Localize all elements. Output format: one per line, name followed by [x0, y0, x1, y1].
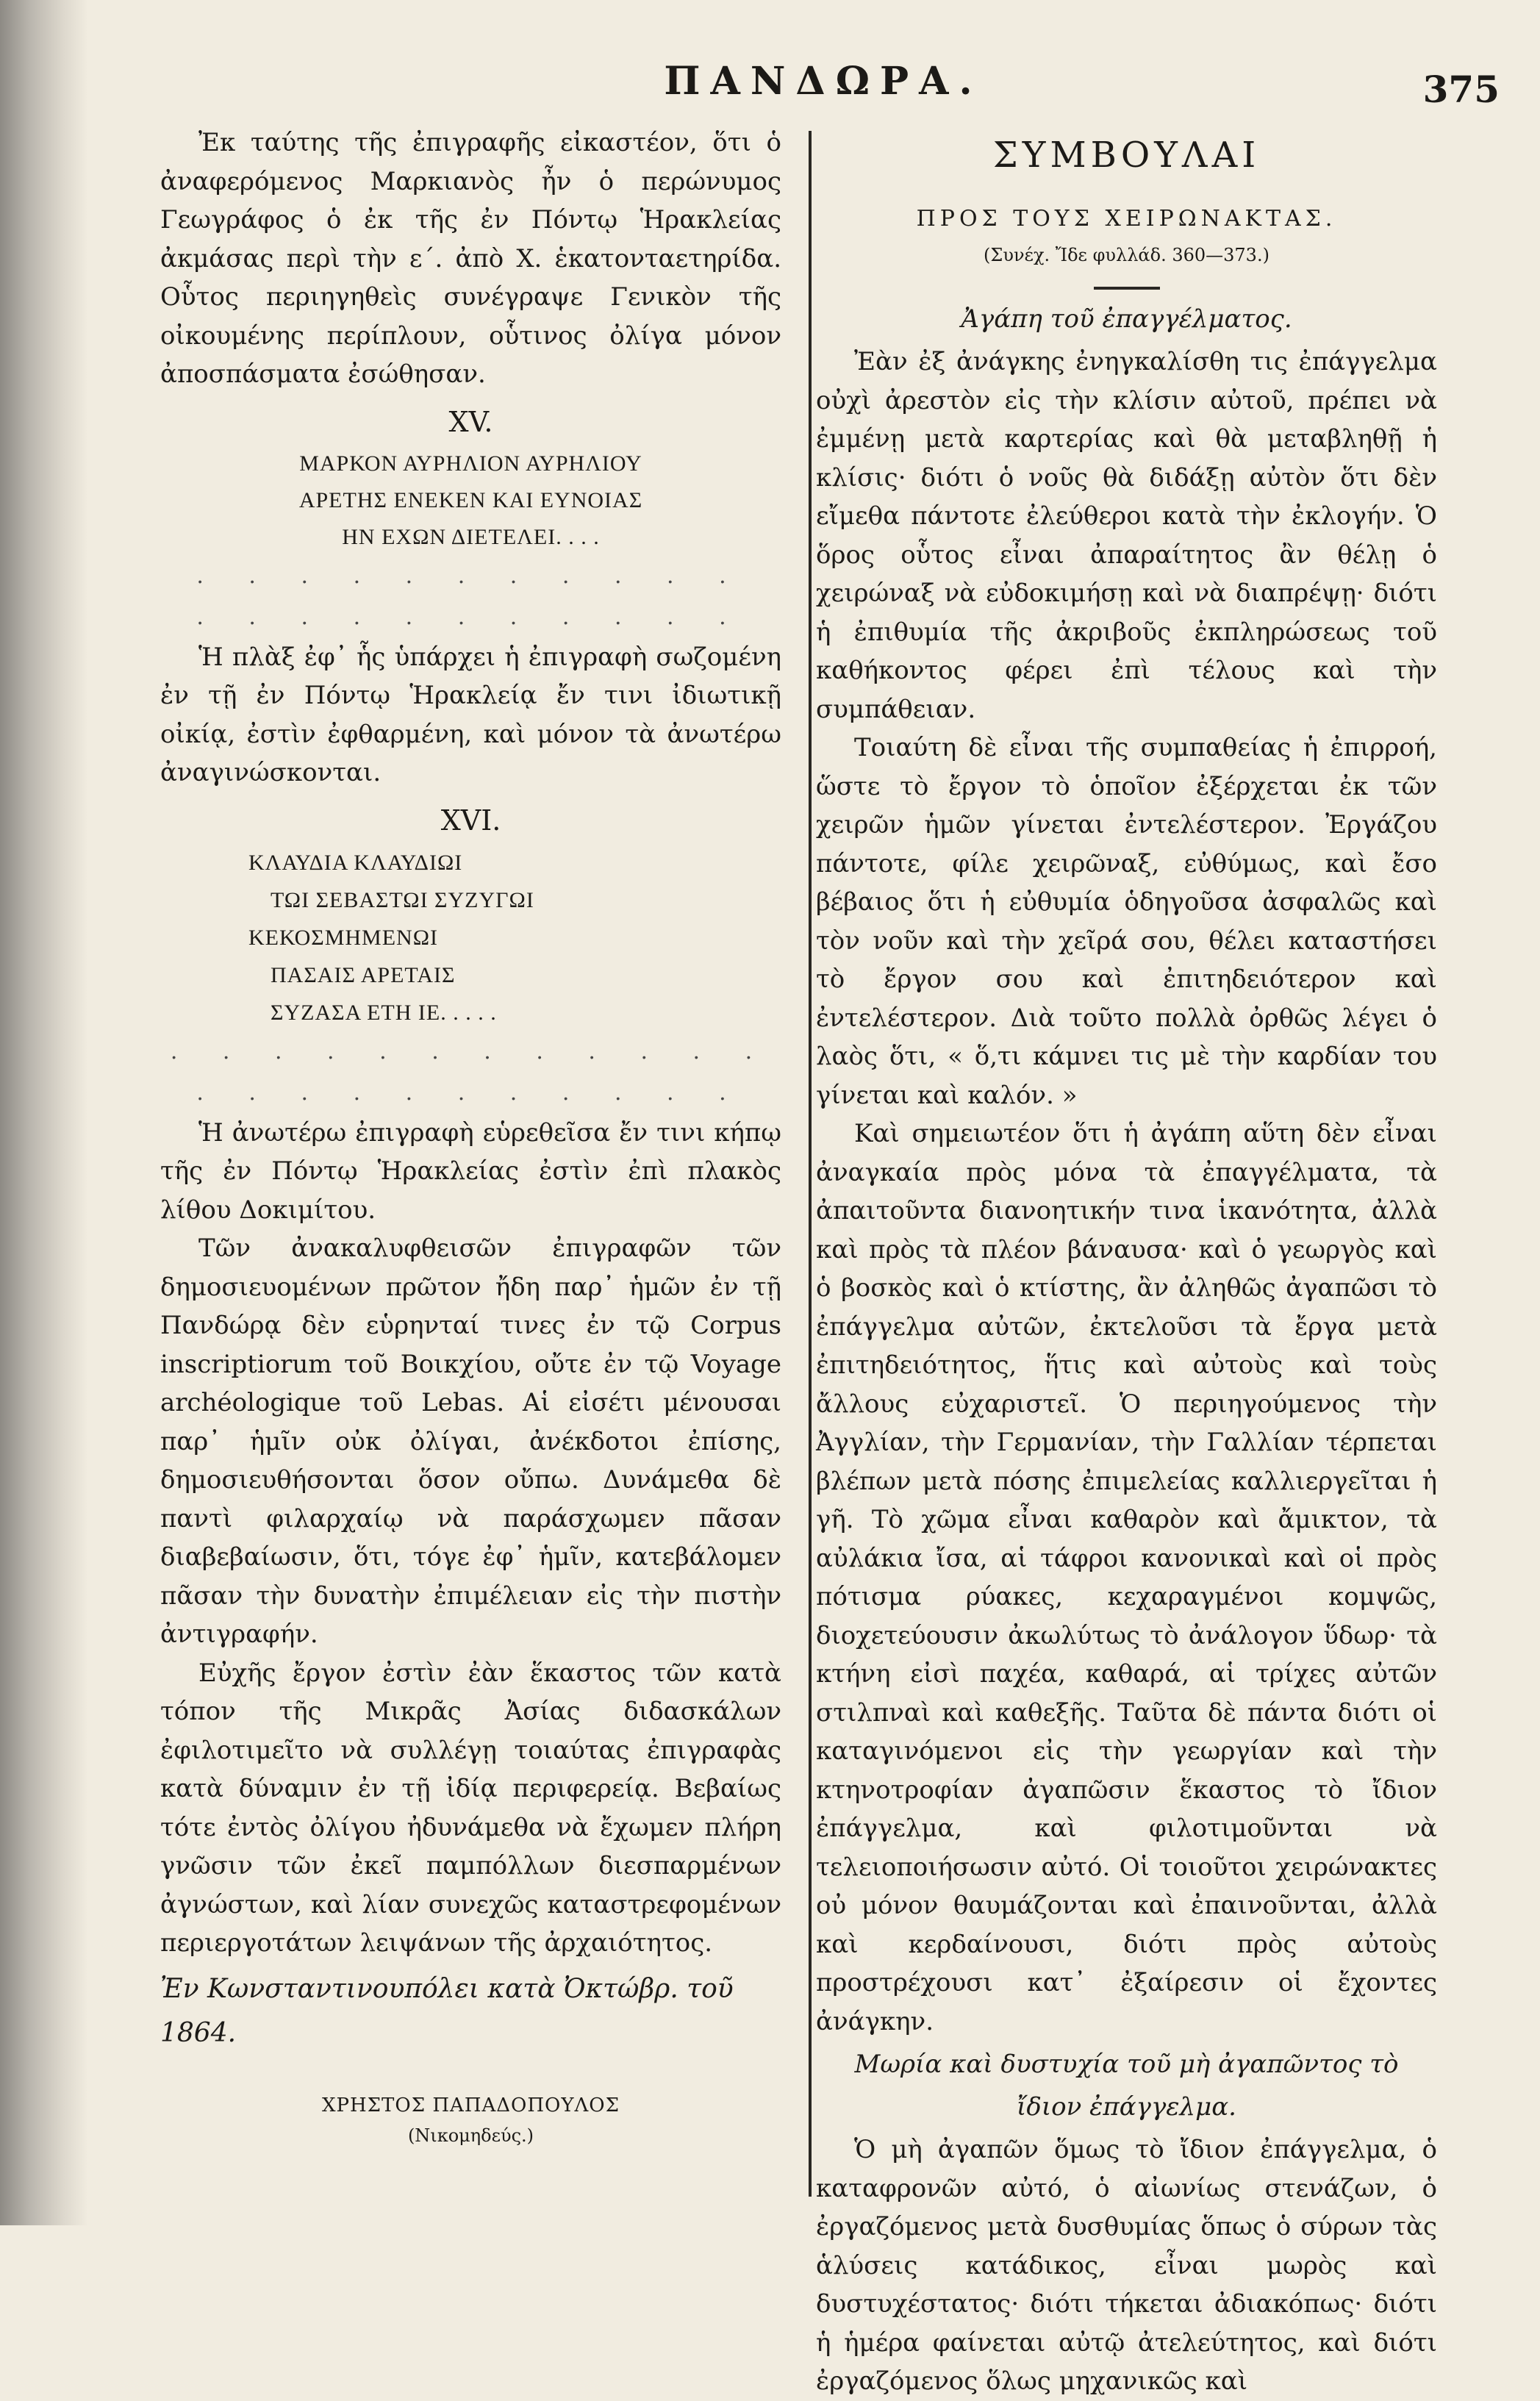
paragraph: Ἐὰν ἐξ ἀνάγκης ἐνηγκαλίσθη τις ἐπάγγελμα οὐχὶ ἀρεστὸν εἰς τὴν κλίσιν αὐτοῦ, πρέπει νὰ ἐμμένῃ μετὰ καρτερίας καὶ θὰ μεταβληθῇ ἡ κλίσις· διότι ὁ νοῦς θὰ διδάξῃ αὐτὸν ὅτι δὲν εἴμεθα πάντοτε ἐλεύθεροι κατὰ τὴν ἐκλογήν. Ὁ ὅρος οὗτος εἶναι ἀπαραίτητος ἂν θέλῃ ὁ χειρώναξ νὰ εὐδοκιμήσῃ καὶ νὰ διαπρέψῃ· διότι ἡ ἐπιθυμία τῆς ἀκριβοῦς ἐκπληρώσεως τοῦ καθήκοντος φέρει ἐπὶ τέλους καὶ τὴν συμπάθειαν.	[816, 347, 1437, 724]
running-head: ΠΑΝΔΩΡΑ.	[664, 59, 983, 104]
lacuna-dots: . . . . . . . . . . .	[196, 604, 745, 630]
article-title: ΣΥΜΒΟΥΛΑΙ	[992, 135, 1261, 176]
page-gutter-shadow	[0, 0, 88, 2225]
inscription-line: ΗΝ ΕΧΩΝ ΔΙΕΤΕΛΕΙ. . . .	[342, 524, 600, 549]
inscription-number: XVI.	[440, 804, 501, 837]
paragraph: Ἡ ἀνωτέρω ἐπιγραφὴ εὑρεθεῖσα ἔν τινι κήπῳ τῆς ἐν Πόντῳ Ἡρακλείας ἐστὶν ἐπὶ πλακὸς λίθου Δοκιμίτου.	[160, 1117, 781, 1225]
paragraph: Εὐχῆς ἔργον ἐστὶν ἐὰν ἕκαστος τῶν κατὰ τόπον τῆς Μικρᾶς Ἀσίας διδασκάλων ἐφιλοτιμεῖτο νὰ συλλέγῃ τοιαύτας ἐπιγραφὰς κατὰ δύναμιν ἐν τῇ ἰδίᾳ περιφερείᾳ. Βεβαίως τότε ἐντὸς ὀλίγου ἠδυνάμεθα νὰ ἔχωμεν πλήρη γνῶσιν τῶν ἐκεῖ παμπόλλων διεσπαρμένων ἀγνώστων, καὶ λίαν συνεχῶς καταστρεφομένων περιεργοτάτων λειψάνων τῆς ἀρχαιότητος.	[160, 1658, 781, 1958]
paragraph: Τοιαύτη δὲ εἶναι τῆς συμπαθείας ἡ ἐπιρροή, ὥστε τὸ ἔργον τὸ ὁποῖον ἐξέρχεται ἐκ τῶν χειρῶν ἡμῶν γίνεται ἐντελέστερον. Ἐργάζου πάντοτε, φίλε χειρῶναξ, εὐθύμως, καὶ ἔσο βέβαιος ὅτι ἡ εὐθυμία ὁδηγοῦσα ἀσφαλῶς καὶ τὸν νοῦν καὶ τὴν χεῖρά σου, θέλει καταστήσει τὸ ἔργον σου καὶ ἐπιτηδειότερον καὶ ἐντελέστερον. Διὰ τοῦτο πολλὰ ὀρθῶς λέγει ὁ λαὸς ὅτι, « ὅ,τι κάμνει τις μὲ τὴν καρδίαν του γίνεται καὶ καλόν. »	[816, 733, 1437, 1110]
section-heading-continued: ἴδιον ἐπάγγελμα.	[1017, 2092, 1236, 2122]
dateline: Ἐν Κωνσταντινουπόλει κατὰ Ὀκτώβρ. τοῦ 1864.	[160, 1973, 734, 2048]
paragraph: Ἐκ ταύτης τῆς ἐπιγραφῆς εἰκαστέον, ὅτι ὁ ἀναφερόμενος Μαρκιανὸς ἦν ὁ περώνυμος Γεωγράφος ὁ ἐκ τῆς ἐν Πόντῳ Ἡρακλείας ἀκμάσας περὶ τὴν ε΄. ἀπὸ Χ. ἑκατονταετηρίδα. Οὗτος περιηγηθεὶς συνέγραψε Γενικὸν τῆς οἰκουμένης περίπλουν, οὗτινος ὀλίγα μόνον ἀποσπάσματα ἐσώθησαν.	[160, 128, 781, 389]
inscription-line: ΤΩΙ ΣΕΒΑΣΤΩΙ ΣΥΖΥΓΩΙ	[271, 887, 534, 912]
inscription-line: ΚΕΚΟΣΜΗΜΕΝΩΙ	[248, 925, 439, 950]
paragraph: Τῶν ἀνακαλυφθεισῶν ἐπιγραφῶν τῶν δημοσιευομένων πρῶτον ἤδη παρ᾽ ἡμῶν ἐν τῇ Πανδώρᾳ δὲν εὑρηνταί τινες ἐν τῷ Corpus inscriptiorum τοῦ Βοικχίου, οὔτε ἐν τῷ Voyage archéologique τοῦ Lebas. Αἱ εἰσέτι μένουσαι παρ᾽ ἡμῖν οὐκ ὀλίγαι, ἀνέκδοτοι ἐπίσης, δημοσιευθήσονται ὅσον οὔπω. Δυνάμεθα δὲ παντὶ φιλαρχαίῳ νὰ παράσχωμεν πᾶσαν διαβεβαίωσιν, ὅτι, τόγε ἐφ᾽ ἡμῖν, κατεβάλομεν πᾶσαν τὴν δυνατὴν ἐπιμέλειαν εἰς τὴν πιστὴν ἀντιγραφήν.	[160, 1234, 781, 1649]
lacuna-dots: . . . . . . . . . . . .	[170, 1038, 772, 1064]
paragraph: Ὁ μὴ ἀγαπῶν ὅμως τὸ ἴδιον ἐπάγγελμα, ὁ καταφρονῶν αὐτό, ὁ αἰωνίως στενάζων, ὁ ἐργαζόμενος μετὰ δυσθυμίας ὅπως ὁ σύρων τὰς ἁλύσεις κατάδικος, εἶναι μωρὸς καὶ δυστυχέστατος· διότι τήκεται ἀδιακόπως· διότι ἡ ἡμέρα φαίνεται αὐτῷ ἀτελεύτητος, καὶ διότι ἐργαζόμενος ὅλως μηχανικῶς καὶ	[816, 2135, 1437, 2396]
left-column	[160, 124, 781, 2150]
inscription-line: ΜΑΡΚΟΝ ΑΥΡΗΛΙΟΝ ΑΥΡΗΛΙΟΥ	[299, 451, 642, 476]
inscription-line: ΣΥΖΑΣΑ ΕΤΗ ΙΕ. . . . .	[271, 1000, 497, 1025]
author-signature: ΧΡΗΣΤΟΣ ΠΑΠΑΔΟΠΟΥΛΟΣ	[322, 2094, 620, 2116]
lacuna-dots: . . . . . . . . . . .	[196, 562, 745, 589]
paragraph: Καὶ σημειωτέον ὅτι ἡ ἀγάπη αὕτη δὲν εἶναι ἀναγκαία πρὸς μόνα τὰ ἐπαγγέλματα, τὰ ἀπαιτοῦντα διανοητικήν τινα ἱκανότητα, ἀλλὰ καὶ πρὸς τὰ πλέον βάναυσα· καὶ ὁ γεωργὸς καὶ ὁ βοσκὸς καὶ ὁ κτίστης, ἂν ἀληθῶς ἀγαπῶσι τὸ ἐπάγγελμα αὐτῶν, ἐκτελοῦσι τὰ ἔργα μετὰ ἐπιτηδειότητος, ἥτις καὶ αὐτοὺς καὶ τοὺς ἄλλους εὐχαριστεῖ. Ὁ περιηγούμενος τὴν Ἀγγλίαν, τὴν Γερμανίαν, τὴν Γαλλίαν τέρπεται βλέπων μετὰ πόσης ἐπιμελείας καλλιεργεῖται ἡ γῆ. Τὸ χῶμα εἶναι καθαρὸν καὶ ἄμικτον, τὰ αὐλάκια ἴσα, αἱ τάφροι κανονικαὶ καὶ οἱ πρὸς πότισμα ρύακες, κεχαραγμένοι κομψῶς, διοχετεύουσιν ἀκωλύτως τὸ ἀνάλογον ὕδωρ· τὰ κτήνη εἰσὶ παχέα, καθαρά, αἱ τρίχες αὐτῶν στιλπναὶ καὶ καθεξῆς. Ταῦτα δὲ πάντα διότι οἱ καταγινόμενοι εἰς τὴν γεωργίαν καὶ τὴν κτηνοτροφίαν ἀγαπῶσιν ἕκαστος τὸ ἴδιον ἐπάγγελμα, καὶ φιλοτιμοῦνται νὰ τελειοποιήσωσιν αὐτό. Οἱ τοιοῦτοι χειρώνακτες οὐ μόνον θαυμάζονται καὶ ἐπαινοῦνται, ἀλλὰ καὶ κερδαίνουσι, διότι πρὸς αὐτοὺς προστρέχουσι κατ᾽ ἐξαίρεσιν οἱ ἔχοντες ἀνάγκην.	[816, 1119, 1437, 2036]
inscription-line: ΠΑΣΑΙΣ ΑΡΕΤΑΙΣ	[271, 962, 456, 987]
inscription-line: ΚΛΑΥΔΙΑ ΚΛΑΥΔΙΩΙ	[248, 850, 463, 875]
section-heading: Ἀγάπη τοῦ ἐπαγγέλματος.	[961, 304, 1292, 334]
inscription-number: XV.	[448, 405, 493, 438]
article-subtitle: ΠΡΟΣ ΤΟΥΣ ΧΕΙΡΩΝΑΚΤΑΣ.	[916, 206, 1337, 232]
column-rule	[809, 131, 812, 2197]
author-origin: (Νικομηδεύς.)	[407, 2125, 534, 2146]
section-heading: Μωρία καὶ δυστυχία τοῦ μὴ ἀγαπῶντος τὸ	[854, 2050, 1399, 2079]
inscription-line: ΑΡΕΤΗΣ ΕΝΕΚΕΝ ΚΑΙ ΕΥΝΟΙΑΣ	[298, 487, 643, 512]
right-column	[816, 124, 1437, 2401]
page-number: 375	[1422, 68, 1500, 111]
short-rule	[1094, 287, 1160, 290]
paragraph: Ἡ πλὰξ ἐφ᾽ ἧς ὑπάρχει ἡ ἐπιγραφὴ σωζομένη ἐν τῇ ἐν Πόντῳ Ἡρακλείᾳ ἔν τινι ἰδιωτικῇ οἰκίᾳ, ἐστὶν ἐφθαρμένη, καὶ μόνον τὰ ἀνωτέρω ἀναγινώσκονται.	[160, 642, 781, 787]
continuation-note: (Συνέχ. Ἴδε φυλλάδ. 360—373.)	[984, 245, 1269, 265]
lacuna-dots: . . . . . . . . . . .	[196, 1079, 745, 1106]
